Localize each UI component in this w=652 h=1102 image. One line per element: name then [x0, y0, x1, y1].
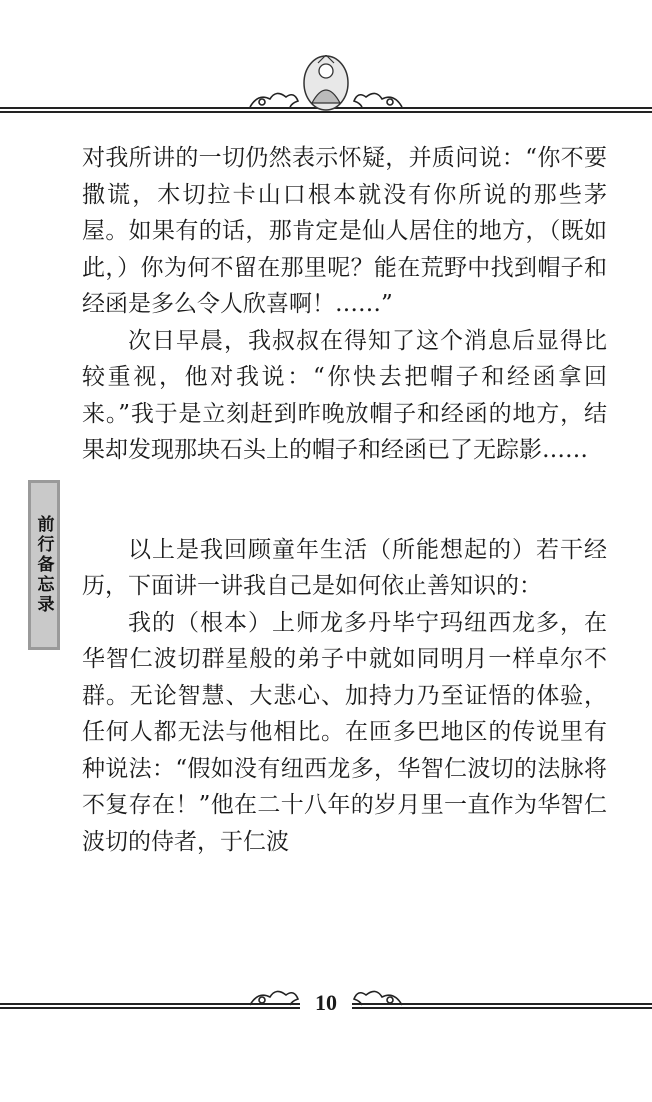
section-gap	[82, 469, 607, 532]
header-ornament	[0, 55, 652, 115]
side-tab	[28, 480, 60, 650]
cloud-scroll-icon	[250, 93, 298, 107]
side-tab-label: 前行备忘录	[33, 515, 54, 615]
paragraph: 对我所讲的一切仍然表示怀疑，并质问说：“你不要撒谎，木切拉卡山口根本就没有你所说的那些茅屋。如果有的话，那肯定是仙人居住的地方，（既如此，）你为何不留在那里呢？能在荒野中找到帽子和经函是多么令人欣喜啊！……”	[82, 145, 607, 317]
paragraph: 以上是我回顾童年生活（所能想起的）若干经历，下面讲一讲我自己是如何依止善知识的：	[82, 536, 607, 599]
paragraph: 我的（根本）上师龙多丹毕宁玛纽西龙多，在华智仁波切群星般的弟子中就如同明月一样卓尔不群。无论智慧、大悲心、加持力乃至证悟的体验，任何人都无法与他相比。在匝多巴地区的传说里有种说法：“假如没有纽西龙多，华智仁波切的法脉将不复存在！”他在二十八年的岁月里一直作为华智仁波切的侍者，于仁波	[82, 609, 607, 855]
body-text	[82, 140, 607, 860]
cloud-scroll-icon	[354, 93, 402, 107]
paragraph: 次日早晨，我叔叔在得知了这个消息后显得比较重视，他对我说：“你快去把帽子和经函拿回来。”我于是立刻赶到昨晚放帽子和经函的地方，结果却发现那块石头上的帽子和经函已了无踪影……	[82, 327, 607, 463]
deity-portrait-icon	[304, 55, 348, 110]
page-number: 10	[315, 990, 337, 1015]
